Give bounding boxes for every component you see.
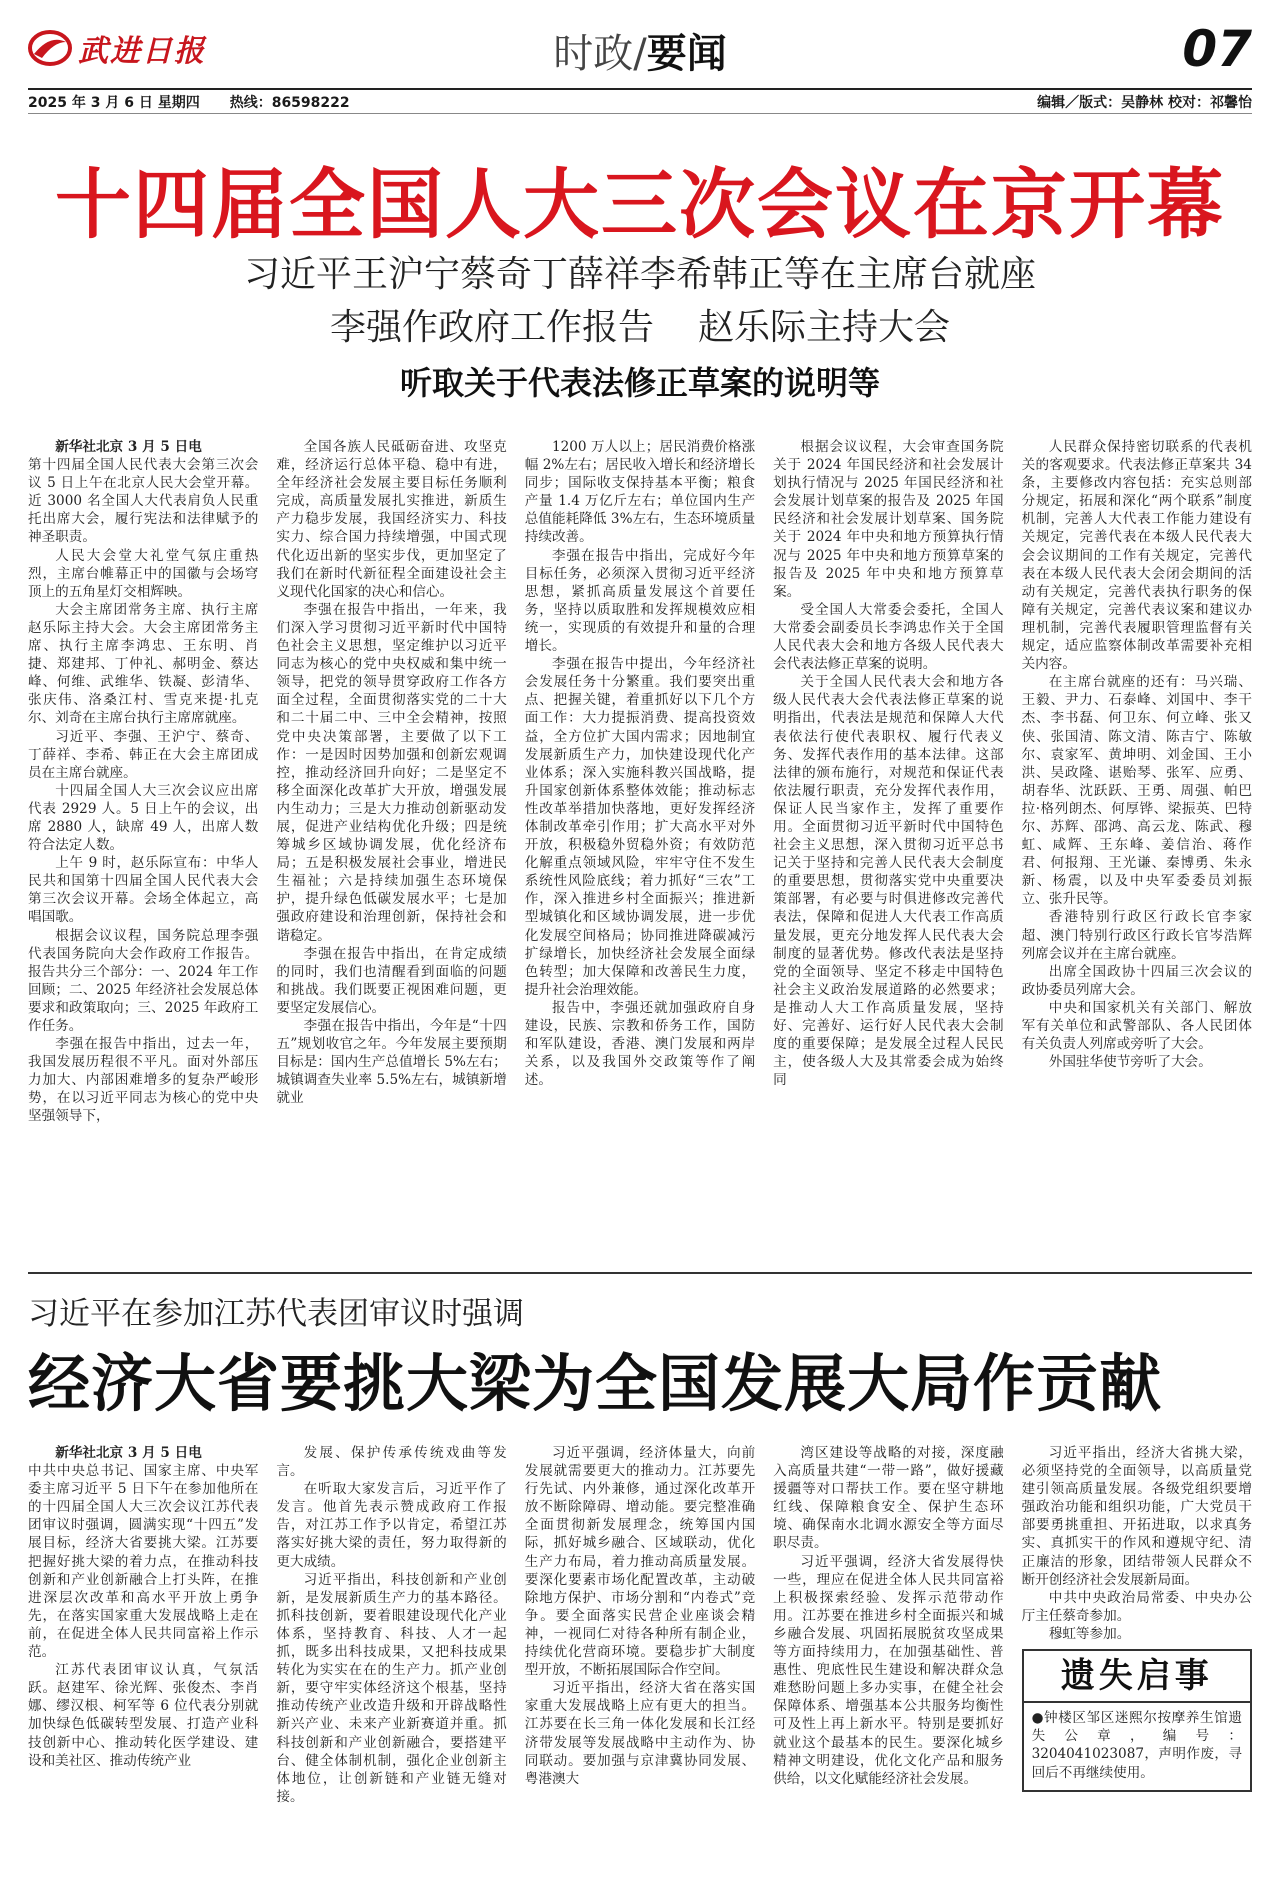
paragraph [1022, 438, 1252, 673]
paragraph-text: 李强在报告中指出，过去一年，我国发展历程很不平凡。面对外部压力加大、内部困难增多的复杂严峻形势，在以习近平同志为核心的党中央坚强领导下， [28, 1036, 259, 1125]
paragraph [28, 1035, 258, 1125]
paragraph-text: 香港特别行政区行政长官李家超、澳门特别行政区行政长官岑浩辉列席会议并在主席台就座。 [1021, 909, 1252, 962]
lead-subheadline-2 [28, 305, 1252, 351]
column-gutter [755, 438, 773, 1266]
second_story-column-5 [1022, 1444, 1252, 1864]
paragraph-text: 报告中，李强还就加强政府自身建设，民族、宗教和侨务工作，国防和军队建设，香港、澳门发展和两岸关系，以及我国外交政策等作了阐述。 [524, 999, 756, 1089]
paragraph [28, 728, 258, 782]
column-gutter [258, 438, 276, 1266]
paragraph-text: 人民群众保持密切联系的代表机关的客观要求。代表法修正草案共 34 条，主要修改内容包括：充实总则部分规定，拓展和深化“两个联系”制度机制，完善人大代表工作能力建设有关规定，完善代表在本级人民代表大会会议期间的工作有关规定，完善代表在本级人民代表大会闭会期间的活动有关规定，完善代表执行职务的保障有关规定，完善代表议案和建议办理机制，完善代表履职管理监督有关规定，适应监察体制改革需要补充相关内容。 [1021, 439, 1252, 673]
paragraph-text: 李强在报告中指出，完成好今年目标任务，必须深入贯彻习近平经济思想，紧抓高质量发展这个首要任务，坚持以质取胜和发挥规模效应相统一，实现质的有效提升和量的合理增长。 [524, 547, 756, 655]
second_story-column-2 [276, 1444, 506, 1864]
paragraph [28, 1462, 258, 1661]
lead_story-column-2 [276, 438, 506, 1266]
section-divider [28, 1272, 1252, 1274]
lost-notice-body: ●钟楼区邹区迷熙尔按摩养生馆遗失公章，编号：3204041023087，声明作废，寻回后不再继续使用。 [1031, 1710, 1242, 1781]
paragraph [276, 1480, 506, 1570]
paragraph [525, 1444, 755, 1679]
paragraph [1022, 963, 1252, 999]
lead-headline: 十四届全国人大三次会议在京开幕 [55, 160, 1225, 249]
issue-date: 2025 年 3 月 6 日 星期四 [28, 94, 200, 111]
dateline: 新华社北京 3 月 5 日电 [55, 439, 202, 455]
lead-subheadline-2a: 李强作政府工作报告 [329, 307, 654, 348]
paragraph-text: 受全国人大常委会委托，全国人大常委会副委员长李鸿忠作关于全国人民代表大会和地方各级人民代表大会代表法修正草案的说明。 [773, 601, 1004, 673]
second-kicker: 习近平在参加江苏代表团审议时强调 [28, 1296, 524, 1332]
paragraph [773, 1553, 1003, 1788]
paragraph [28, 782, 258, 854]
second_story-column-4 [773, 1444, 1003, 1864]
lead_story-column-5 [1022, 438, 1252, 1266]
masthead [28, 22, 1252, 84]
lost-notice-box [1022, 1649, 1252, 1792]
paragraph-text: 李强在报告中指出，今年是“十四五”规划收官之年。今年发展主要预期目标是：国内生产总值增长 5%左右；城镇调查失业率 5.5%左右，城镇新增就业 [276, 1018, 507, 1107]
paragraph [1022, 908, 1252, 962]
paragraph-text: 习近平指出，经济大省在落实国家重大发展战略上应有更大的担当。江苏要在长三角一体化发展和长江经济带发展等发展战略中主动作为、协同联动。要加强与京津冀协同发展、粤港澳大 [524, 1680, 756, 1787]
second_story-column-1 [28, 1444, 258, 1864]
section-title [28, 22, 1252, 79]
section-title-light: 时政/ [553, 31, 647, 77]
paragraph-text: 第十四届全国人民代表大会第三次会议 5 日上午在北京人民大会堂开幕。近 3000 名全国人大代表肩负人民重托出席大会，履行宪法和法律赋予的神圣职责。 [28, 457, 259, 546]
paragraph-text: 十四届全国人大三次会议应出席代表 2929 人。5 日上午的会议，出席 2880 人，缺席 49 人，出席人数符合法定人数。 [28, 782, 259, 854]
paragraph-text: 在主席台就座的还有：马兴瑞、王毅、尹力、石泰峰、刘国中、李干杰、李书磊、何卫东、何立峰、张又侠、张国清、陈文清、陈吉宁、陈敏尔、袁家军、黄坤明、刘金国、王小洪、吴政隆、谌贻琴、张军、应勇、胡春华、沈跃跃、王勇、周强、帕巴拉·格列朗杰、何厚铧、梁振英、巴特尔、苏辉、邵鸿、高云龙、陈武、穆虹、咸辉、王东峰、姜信治、蒋作君、何报翔、王光谦、秦博勇、朱永新、杨震，以及中央军委委员刘振立、张升民等。 [1021, 674, 1252, 908]
paragraph-text: 湾区建设等战略的对接，深度融入高质量共建“一带一路”，做好援藏援疆等对口帮扶工作。要在坚守耕地红线、保障粮食安全、保护生态环境、确保南水北调水源安全等方面尽职尽责。 [773, 1445, 1004, 1552]
paragraph-text: 全国各族人民砥砺奋进、攻坚克难，经济运行总体平稳、稳中有进，全年经济社会发展主要目标任务顺利完成，高质量发展扎实推进，新质生产力稳步发展，我国经济实力、科技实力、综合国力持续增强，中国式现代化迈出新的坚实步伐，更加坚定了我们在新时代新征程全面建设社会主义现代化国家的决心和信心。 [276, 439, 507, 600]
lead_story-column-1 [28, 438, 258, 1266]
paragraph [1022, 1625, 1252, 1643]
paragraph [28, 854, 258, 926]
paragraph-text: 中央和国家机关有关部门、解放军有关单位和武警部队、各人民团体有关负责人列席或旁听了大会。 [1021, 999, 1252, 1053]
paragraph-text: 中共中央政治局常委、中央办公厅主任蔡奇参加。 [1021, 1589, 1252, 1624]
paragraph [28, 456, 258, 546]
lead_story-column-4 [773, 438, 1003, 1266]
paragraph-text: 根据会议议程，大会审查国务院关于 2024 年国民经济和社会发展计划执行情况与 2025 年国民经济和社会发展计划草案的报告及 2025 年国民经济和社会发展计划草案、国务院关于 2024 年中央和地方预算执行情况与 2025 年中央和地方预算草案的报告及 2025 年中央和地方预算草案。 [773, 439, 1004, 600]
section-title-bold: 要闻 [646, 31, 727, 77]
paragraph [276, 1444, 506, 1480]
paragraph [1022, 1589, 1252, 1625]
second_story-column-3 [525, 1444, 755, 1864]
paragraph [276, 945, 506, 1017]
second-story-body [28, 1444, 1252, 1864]
paragraph-text: 人民大会堂大礼堂气氛庄重热烈，主席台帷幕正中的国徽与会场穹顶上的五角星灯交相辉映。 [28, 547, 259, 600]
paragraph [276, 438, 506, 601]
paragraph-text: 李强在报告中指出，在肯定成绩的同时，我们也清醒看到面临的问题和挑战。我们既要正视困难问题，更要坚定发展信心。 [276, 945, 507, 1016]
paragraph-text: 习近平指出，科技创新和产业创新，是发展新质生产力的基本路径。抓科技创新，要着眼建设现代化产业体系，坚持教育、科技、人才一起抓，既多出科技成果，又把科技成果转化为实实在在的生产力。抓产业创新，要守牢实体经济这个根基，坚持推动传统产业改造升级和开辟战略性新兴产业、未来产业新赛道并重。抓科技创新和产业创新融合，要搭建平台、健全体制机制，强化企业创新主体地位，让创新链和产业链无缝对接。 [276, 1571, 507, 1805]
paragraph [276, 1571, 506, 1806]
paragraph-text: 习近平强调，经济大省发展得快一些，理应在促进全体人民共同富裕上积极探索经验、发挥示范带动作用。江苏要在推进乡村全面振兴和城乡融合发展、巩固拓展脱贫攻坚成果等方面持续用力，在加强基础性、普惠性、兜底性民生建设和解决群众急难愁盼问题上多办实事，在健全社会保障体系、增强基本公共服务均衡性可及性上再上新水平。特别是要抓好就业这个最基本的民生。要深化城乡精神文明建设，优化文化产品和服务供给，以文化赋能经济社会发展。 [773, 1553, 1004, 1787]
logo-text: 武进日报 [78, 34, 206, 69]
paragraph-text: 外国驻华使节旁听了大会。 [1048, 1054, 1212, 1071]
paragraph-text: 中共中央总书记、国家主席、中央军委主席习近平 5 日下午在参加他所在的十四届全国人大三次会议江苏代表团审议时强调，圆满实现“十四五”发展目标，经济大省要挑大梁。江苏要把握好挑大梁的着力点，在推动科技创新和产业创新融合上打头阵，在推进深层次改革和高水平开放上勇争先，在落实国家重大发展战略上走在前，在促进全体人民共同富裕上作示范。 [28, 1463, 259, 1661]
paragraph-text: 江苏代表团审议认真，气氛活跃。赵建军、徐光辉、张俊杰、李肖娜、缪汉根、柯军等 6 位代表分别就加快绿色低碳转型发展、打造产业科技创新中心、推动转化医学建设、建设和美社区、推动传统产业 [28, 1662, 259, 1769]
lost-notice-title: 遗失启事 [1024, 1651, 1250, 1703]
paragraph [525, 547, 755, 656]
paragraph-text: 根据会议议程，国务院总理李强代表国务院向大会作政府工作报告。报告共分三个部分：一、2024 年工作回顾；二、2025 年经济社会发展总体要求和政策取向；三、2025 年政府工作任务。 [28, 927, 259, 1034]
lead-story-body [28, 438, 1252, 1266]
column-gutter [1004, 1444, 1022, 1864]
paragraph [28, 927, 258, 1036]
lead-subheadline-3: 听取关于代表法修正草案的说明等 [399, 364, 880, 402]
column-gutter [755, 1444, 773, 1864]
paragraph [276, 1017, 506, 1107]
column-gutter [1004, 438, 1022, 1266]
lead_story-column-3 [525, 438, 755, 1266]
hotline: 热线：86598222 [229, 94, 350, 111]
paragraph [525, 999, 755, 1089]
paragraph-text: 1200 万人以上；居民消费价格涨幅 2%左右；居民收入增长和经济增长同步；国际收支保持基本平衡；粮食产量 1.4 万亿斤左右；单位国内生产总值能耗降低 3%左右，生态环境质量持续改善。 [524, 439, 756, 546]
paragraph [1022, 673, 1252, 908]
paragraph-text: 习近平、李强、王沪宁、蔡奇、丁薛祥、李希、韩正在大会主席团成员在主席台就座。 [28, 728, 259, 781]
paragraph-text: 发展、保护传承传统戏曲等发言。 [276, 1445, 507, 1480]
second-headline: 经济大省要挑大梁为全国发展大局作贡献 [28, 1347, 1163, 1420]
paragraph-text: 习近平指出，经济大省挑大梁，必须坚持党的全面领导，以高质量党建引领高质量发展。各级党组织要增强政治功能和组织功能，广大党员干部要勇挑重担、开拓进取，以求真务实、真抓实干的作风和遵规守纪、清正廉洁的形象，团结带领人民群众不断开创经济社会发展新局面。 [1021, 1445, 1252, 1588]
paragraph-text: 习近平强调，经济体量大，向前发展就需要更大的推动力。江苏要先行先试、内外兼修，通过深化改革开放不断除障碍、增动能。要完整准确全面贯彻新发展理念，统筹国内国际，抓好城乡融合、区域联动，优化生产力布局，着力推动高质量发展。要深化要素市场化配置改革，主动破除地方保护、市场分割和“内卷式”竞争。要全面落实民营企业座谈会精神，一视同仁对待各种所有制企业，持续优化营商环境。要稳步扩大制度型开放，不断拓展国际合作空间。 [524, 1445, 756, 1679]
paragraph-text: 关于全国人民代表大会和地方各级人民代表大会代表法修正草案的说明指出，代表法是规范和保障人大代表依法行使代表职权、履行代表义务、发挥代表作用的基本法律。这部法律的颁布施行，对规范和保证代表依法履行职责，充分发挥代表作用，保证人民当家作主，发挥了重要作用。全面贯彻习近平新时代中国特色社会主义思想，深入贯彻习近平总书记关于坚持和完善人民代表大会制度的重要思想，贯彻落实党中央重要决策部署，有必要与时俱进修改完善代表法，保障和促进人大代表工作高质量发展，更充分地发挥人民代表大会制度的显著优势。修改代表法是坚持党的全面领导、坚定不移走中国特色社会主义政治发展道路的必然要求；是推动人大工作高质量发展，坚持好、完善好、运行好人民代表大会制度的重要保障；是发展全过程人民民主，使各级人大及其常委会成为始终同 [773, 674, 1004, 1089]
editor-credits: 编辑／版式：吴静林 校对：祁馨怡 [1037, 94, 1252, 111]
paragraph-text: 上午 9 时，赵乐际宣布：中华人民共和国第十四届全国人民代表大会第三次会议开幕。会场全体起立，高唱国歌。 [28, 855, 259, 926]
paragraph-text: 李强在报告中指出，一年来，我们深入学习贯彻习近平新时代中国特色社会主义思想，坚定维护以习近平同志为核心的党中央权威和集中统一领导，把党的领导贯穿政府工作各方面全过程，全面贯彻落实党的二十大和二十届二中、三中全会精神，按照党中央决策部署，主要做了以下工作：一是因时因势加强和创新宏观调控，推动经济回升向好；二是坚定不移全面深化改革扩大开放，增强发展内生动力；三是大力推动创新驱动发展，促进产业结构优化升级；四是统筹城乡区域协调发展，优化经济布局；五是积极发展社会事业，增进民生福祉；六是持续加强生态环境保护，提升绿色低碳发展水平；七是加强政府建设和治理创新，保持社会和谐稳定。 [276, 601, 507, 944]
paragraph [773, 673, 1003, 1089]
paragraph [773, 601, 1003, 673]
column-gutter [507, 1444, 525, 1864]
dateline: 新华社北京 3 月 5 日电 [55, 1445, 202, 1461]
paragraph [276, 601, 506, 945]
paragraph [525, 655, 755, 999]
dateline-line [28, 438, 258, 456]
paragraph-text: 大会主席团常务主席、执行主席赵乐际主持大会。大会主席团常务主席、执行主席李鸿忠、王东明、肖捷、郑建邦、丁仲礼、郝明金、蔡达峰、何维、武维华、铁凝、彭清华、张庆伟、洛桑江村、雪克来提·扎克尔、刘奇在主席台执行主席席就座。 [28, 601, 259, 727]
paragraph [1022, 999, 1252, 1053]
paragraph [28, 1661, 258, 1770]
paragraph-text: 穆虹等参加。 [1048, 1625, 1131, 1642]
paragraph [28, 547, 258, 601]
paragraph [525, 1679, 755, 1788]
paragraph-text: 在听取大家发言后，习近平作了发言。他首先表示赞成政府工作报告，对江苏工作予以肯定，希望江苏落实好挑大梁的责任，努力取得新的更大成绩。 [276, 1481, 507, 1570]
lead-subheadline-2b: 赵乐际主持大会 [698, 307, 951, 348]
paragraph [525, 438, 755, 547]
paragraph [1022, 1444, 1252, 1589]
paragraph-text: 李强在报告中提出，今年经济社会发展任务十分繁重。我们要突出重点、把握关键，着重抓好以下几个方面工作：大力提振消费、提高投资效益，全方位扩大国内需求；因地制宜发展新质生产力，加快建设现代化产业体系；深入实施科教兴国战略，提升国家创新体系整体效能；推动标志性改革举措加快落地，更好发挥经济体制改革牵引作用；扩大高水平对外开放，积极稳外贸稳外资；有效防范化解重点领域风险，牢牢守住不发生系统性风险底线；着力抓好“三农”工作，深入推进乡村全面振兴；推进新型城镇化和区域协调发展，进一步优化发展空间格局；协同推进降碳减污扩绿增长，加快经济社会发展全面绿色转型；加大保障和改善民生力度，提升社会治理效能。 [524, 656, 756, 998]
info-bar [28, 88, 1252, 114]
paragraph [28, 601, 258, 728]
dateline-line [28, 1444, 258, 1462]
paragraph [1022, 1053, 1252, 1071]
paragraph [773, 1444, 1003, 1553]
paragraph [773, 438, 1003, 601]
column-gutter [507, 438, 525, 1266]
page-number: 07 [1182, 20, 1252, 78]
column-gutter [258, 1444, 276, 1864]
paragraph-text: 出席全国政协十四届三次会议的政协委员列席大会。 [1021, 963, 1252, 998]
lead-subheadline-1: 习近平王沪宁蔡奇丁薛祥李希韩正等在主席台就座 [243, 254, 1036, 295]
